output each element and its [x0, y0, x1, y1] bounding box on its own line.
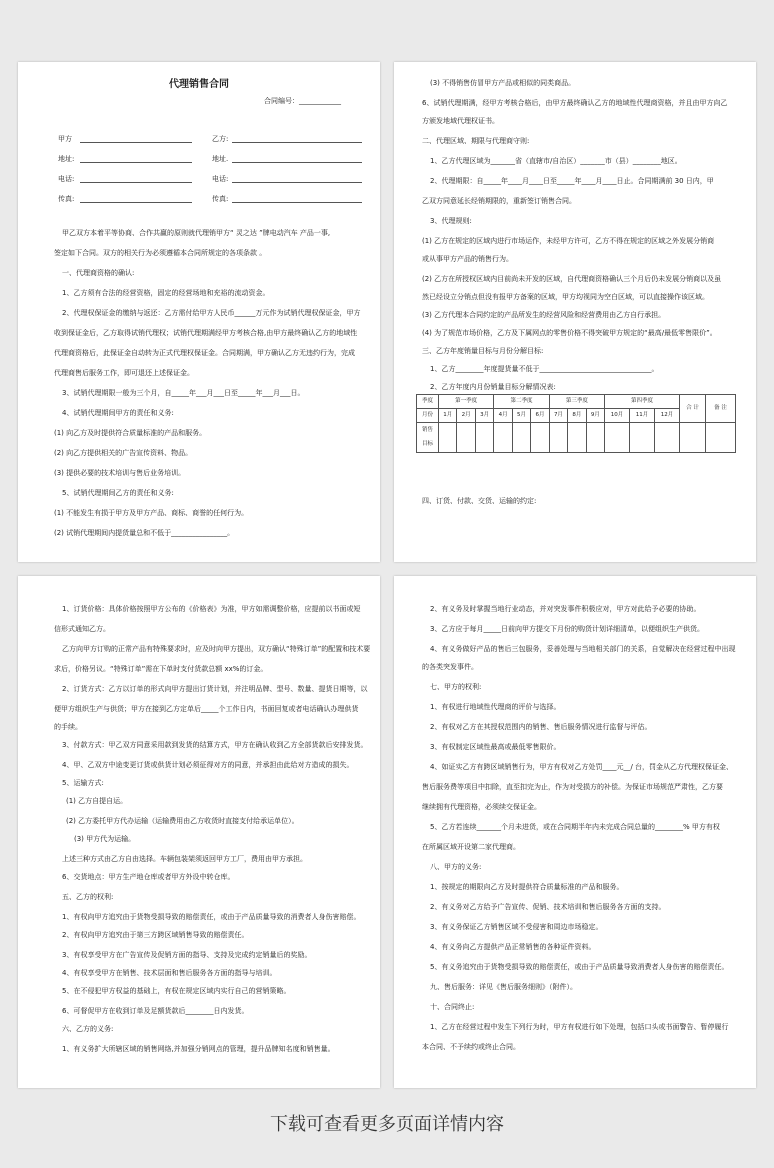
- clause-line: 1、按规定的期限向乙方及时提供符合质量标准的产品和服务。: [430, 883, 624, 891]
- clause-line: 2、订货方式：乙方以订单的形式向甲方提出订货计划，并注明品牌、型号、数量、提货日期等，以: [62, 685, 368, 693]
- clause-line: 4、甲、乙双方中途变更订货或供货计划必须征得对方的同意，并承担由此给对方造成的损失。: [62, 761, 354, 769]
- target-cell[interactable]: [512, 423, 530, 453]
- contract-page-3: [18, 576, 380, 1088]
- total-header: 合 计: [680, 395, 706, 423]
- month-cell: 8月: [568, 409, 586, 423]
- clause-line: 5、运输方式:: [62, 779, 104, 787]
- month-cell: 6月: [531, 409, 549, 423]
- clause-line: (3) 乙方代理本合同约定的产品所发生的经营风险和经营费用由乙方自行承担。: [422, 311, 666, 319]
- clause-line: 2、乙方年度内月份销量目标分解情况表:: [430, 383, 556, 391]
- clause-line: 售后服务费等项目中扣除，直至扣完为止，作为对受损方的补偿。为保证市场规范严肃性，乙方要: [422, 783, 723, 791]
- clause-line: 信形式通知乙方。: [54, 625, 110, 633]
- clause-line: 5、有义务追究由于货物受损导致的赔偿责任，或由于产品质量导致消费者人身伤害的赔偿责任。: [430, 963, 729, 971]
- clause-line: 3、乙方应于每月_____日前向甲方提交下月份的购货计划详细清单，以便组织生产供货。: [430, 625, 704, 633]
- contract-number: 合同编号：____________: [264, 97, 341, 105]
- month-cell: 10月: [605, 409, 630, 423]
- target-cell[interactable]: [568, 423, 586, 453]
- clause-line: (1) 不能发生有损于甲方及甲方产品、商标、商誉的任何行为。: [54, 509, 249, 517]
- target-cell[interactable]: [586, 423, 604, 453]
- phone-a-field[interactable]: [80, 174, 192, 183]
- clause-line: 5、试销代理期间乙方的责任和义务:: [62, 489, 174, 497]
- clause-line: 6、交货地点：甲方生产地仓库或者甲方外设中转仓库。: [62, 873, 235, 881]
- section-heading: 一、代理商资格的确认:: [62, 269, 135, 277]
- contract-page-2: [394, 62, 756, 562]
- phone-row: [58, 174, 360, 184]
- section-heading: 六、乙方的义务:: [62, 1025, 114, 1033]
- quarter-header: 季度: [417, 395, 439, 409]
- clause-line: 2、有义务对乙方给予广告宣传、促销、技术培训和售后服务各方面的支持。: [430, 903, 666, 911]
- target-cell[interactable]: [654, 423, 679, 453]
- contract-page-4: [394, 576, 756, 1088]
- address-b-label: 地址.: [212, 155, 229, 163]
- target-cell[interactable]: [630, 423, 655, 453]
- month-header: 月份: [417, 409, 439, 423]
- target-label-2: 目标: [421, 441, 433, 447]
- target-label-1: 销售: [421, 427, 433, 433]
- clause-line: 4、有义务向乙方提供产品正常销售的各种证件资料。: [430, 943, 596, 951]
- section-heading: 二、代理区域、期限与代理商守则:: [422, 137, 530, 145]
- clause-line: 3、有权制定区域性最高或最低零售限价。: [430, 743, 561, 751]
- section-heading: 三、乙方年度销量目标与月份分解目标:: [422, 347, 544, 355]
- clause-line: 1、乙方在经营过程中发生下列行为时，甲方有权进行如下处理，包括口头或书面警告、暂停履行: [430, 1023, 729, 1031]
- target-cell[interactable]: [531, 423, 549, 453]
- clause-line: 3、代理规则:: [430, 217, 472, 225]
- clause-line: (1) 乙方在规定的区域内进行市场运作，未经甲方许可，乙方不得在规定的区域之外发展分销商: [422, 237, 715, 245]
- month-cell: 2月: [457, 409, 475, 423]
- clause-line: 在所属区域开设第二家代理商。: [422, 843, 520, 851]
- party-a-label: 甲方: [58, 135, 72, 143]
- clause-line: 4、有义务做好产品的售后三包服务，妥善处理与当地相关部门的关系，自觉解决在经营过程中出现: [430, 645, 736, 653]
- remark-cell[interactable]: [706, 423, 736, 453]
- clause-line: (2) 乙方委托甲方代办运输（运输费用由乙方收货时直接支付给承运单位）。: [66, 817, 299, 825]
- phone-b-field[interactable]: [232, 174, 362, 183]
- clause-line: 的手续。: [54, 723, 82, 731]
- monthly-target-table: [416, 394, 736, 453]
- month-cell: 9月: [586, 409, 604, 423]
- clause-line: (3) 甲方代为运输。: [74, 835, 136, 843]
- clause-line: 签定如下合同。双方的相关行为必须遵循本合同所规定的各项条款 。: [54, 249, 267, 257]
- clause-line: 代理商资格后，此保证金自动转为正式代理权保证金。合同期满，甲方确认乙方无违约行为，完成: [54, 349, 355, 357]
- quarter-1-header: 第一季度: [439, 395, 494, 409]
- clause-line: 4、有权享受甲方在销售、技术层面和售后服务各方面的指导与培训。: [62, 969, 277, 977]
- section-heading: 十、合同终止:: [430, 1003, 475, 1011]
- address-a-label: 地址:: [58, 155, 75, 163]
- clause-line: 3、试销代理期限一般为三个月，自_____年___月___日至_____年___月___日。: [62, 389, 305, 397]
- clause-line: 便甲方组织生产与供货；甲方在接到乙方定单后_____个工作日内，书面回复或者电话确认办理供货: [54, 705, 359, 713]
- fax-a-label: 传真:: [58, 195, 75, 203]
- clause-line: 1、有义务扩大所辖区域的销售网络,并加强分销网点的管理，提升品牌知名度和销售量。: [62, 1045, 335, 1053]
- month-cell: 3月: [475, 409, 493, 423]
- target-cell[interactable]: [439, 423, 457, 453]
- target-cell[interactable]: [457, 423, 475, 453]
- clause-line: 3、付款方式：甲乙双方同意采用款到发货的结算方式，甲方在确认收到乙方全部货款后安排发货。: [62, 741, 368, 749]
- party-b-field[interactable]: [232, 134, 362, 143]
- clause-line: 九、售后服务：详见《售后服务细则》（附件）。: [430, 983, 577, 991]
- clause-line: 2、有义务及时掌握当地行业动态，并对突发事件积极应对，甲方对此给予必要的协助。: [430, 605, 701, 613]
- clause-line: 代理商售后服务工作，即可退还上述保证金。: [54, 369, 194, 377]
- clause-line: 1、乙方________年度提货量不低于________________________________。: [430, 365, 659, 373]
- clause-line: 求后，价格另议。“特殊订单”需在下单时支付货款总额 xx%的订金。: [54, 665, 268, 673]
- fax-b-label: 传真:: [212, 195, 229, 203]
- section-heading: 八、甲方的义务:: [430, 863, 482, 871]
- clause-line: 5、在不侵犯甲方权益的基础上，有权在规定区域内实行自己的营销策略。: [62, 987, 291, 995]
- clause-line: 1、乙方代理区域为_______省（直辖市/自治区）_______市（县）________地区。: [430, 157, 682, 165]
- address-a-field[interactable]: [80, 154, 192, 163]
- clause-line: 方颁发地域代理权证书。: [422, 117, 499, 125]
- total-cell[interactable]: [680, 423, 706, 453]
- clause-line: 2、有权对乙方在其授权范围内的销售、售后服务情况进行监督与评估。: [430, 723, 652, 731]
- clause-line: (1) 乙方自提自运。: [66, 797, 128, 805]
- target-cell[interactable]: [475, 423, 493, 453]
- clause-line: 6、可督促甲方在收到订单及足额货款后________日内发货。: [62, 1007, 249, 1015]
- download-more-link[interactable]: 下载可查看更多页面详情内容: [270, 1114, 504, 1135]
- fax-a-field[interactable]: [80, 194, 192, 203]
- party-row: [58, 134, 360, 144]
- clause-line: 5、乙方若连续_______个月未进货，或在合同期半年内未完成合同总量的________% 甲方有权: [430, 823, 720, 831]
- clause-line: 继续拥有代理资格，必须续交保证金。: [422, 803, 541, 811]
- contract-page-1: [18, 62, 380, 562]
- clause-line: (3) 不得销售仿冒甲方产品或相似的同类商品。: [430, 79, 576, 87]
- section-heading: 四、订货、付款、交货、运输的约定:: [422, 497, 537, 505]
- quarter-4-header: 第四季度: [605, 395, 680, 409]
- party-a-field[interactable]: [80, 134, 192, 143]
- quarter-3-header: 第三季度: [549, 395, 604, 409]
- clause-line: 4、如证实乙方有跨区域销售行为，甲方有权对乙方处罚____元__/ 台，罚金从乙方代理权保证金、: [430, 763, 734, 771]
- clause-line: 1、有权进行地域性代理商的评价与选择。: [430, 703, 561, 711]
- month-cell: 7月: [549, 409, 567, 423]
- phone-a-label: 电话:: [58, 175, 75, 183]
- clause-line: 乙方向甲方订购的正常产品有特殊要求时，应及时向甲方提出，双方确认“特殊订单”的配置和技术要: [62, 645, 371, 653]
- clause-line: 1、订货价格：具体价格按照甲方公布的《价格表》为准，甲方如需调整价格，应提前以书面或短: [62, 605, 361, 613]
- clause-line: 3、有义务保证乙方销售区域不受侵害和周边市场稳定。: [430, 923, 603, 931]
- clause-line: 4、试销代理期间甲方的责任和义务:: [62, 409, 174, 417]
- fax-row: [58, 194, 360, 204]
- clause-line: (4) 为了规范市场价格，乙方及下属网点的零售价格不得突破甲方规定的“最高/最低零售限价”。: [422, 329, 717, 337]
- clause-line: (2) 乙方在所授权区域内目前尚未开发的区域，自代理商资格确认三个月后仍未发展分销商以及虽: [422, 275, 722, 283]
- remark-header: 备 注: [706, 395, 736, 423]
- address-row: [58, 154, 360, 164]
- fax-b-field[interactable]: [232, 194, 362, 203]
- clause-line: 的各类突发事件。: [422, 663, 478, 671]
- clause-line: 2、有权向甲方追究由于第三方跨区域销售导致的赔偿责任。: [62, 931, 249, 939]
- target-cell[interactable]: [605, 423, 630, 453]
- month-cell: 11月: [630, 409, 655, 423]
- clause-line: (1) 向乙方及时提供符合质量标准的产品和服务。: [54, 429, 207, 437]
- clause-line: 1、乙方须有合法的经营资格，固定的经营场地和充裕的流动资金。: [62, 289, 270, 297]
- month-cell: 5月: [512, 409, 530, 423]
- clause-line: 2、代理期限：自_____年____月____日至_____年____月____日止。合同期满前 30 日内，甲: [430, 177, 714, 185]
- clause-line: 6、试销代理期满，经甲方考核合格后，由甲方最终确认乙方的地域性代理商资格，并且由甲方向乙: [422, 99, 728, 107]
- target-label: [417, 423, 439, 453]
- party-b-label: 乙方:: [212, 135, 229, 143]
- clause-line: 3、有权享受甲方在广告宣传及促销方面的指导、支持及完成约定销量后的奖励。: [62, 951, 312, 959]
- clause-line: 1、有权向甲方追究由于货物受损导致的赔偿责任，或由于产品质量导致的消费者人身伤害赔偿。: [62, 913, 361, 921]
- clause-line: 收到保证金后，乙方取得试销代理权；试销代理期满经甲方考核合格,由甲方最终确认乙方的地域性: [54, 329, 358, 337]
- clause-line: 乙双方同意延长经销期限的，重新签订销售合同。: [422, 197, 576, 205]
- phone-b-label: 电话:: [212, 175, 229, 183]
- target-cell[interactable]: [549, 423, 567, 453]
- quarter-2-header: 第二季度: [494, 395, 549, 409]
- clause-line: 甲乙双方本着平等协商、合作共赢的原则就代理销甲方“ 灵之达 ”牌电动汽车 产品一事,: [62, 229, 331, 237]
- clause-line: 上述三种方式由乙方自由选择。车辆包装架须返回甲方工厂，费用由甲方承担。: [62, 855, 307, 863]
- target-cell[interactable]: [494, 423, 512, 453]
- clause-line: 然已经设立分销点但没有报甲方备案的区域，甲方均视同为空白区域，可以直接操作该区域。: [422, 293, 709, 301]
- month-cell: 12月: [654, 409, 679, 423]
- clause-line: (3) 提供必要的技术培训与售后业务培训。: [54, 469, 186, 477]
- clause-line: 或从事甲方产品的销售行为。: [422, 255, 513, 263]
- clause-line: 本合同、不予续约或终止合同。: [422, 1043, 520, 1051]
- clause-line: (2) 试销代理期间内提货量总和不低于________________。: [54, 529, 235, 537]
- month-cell: 4月: [494, 409, 512, 423]
- clause-line: (2) 向乙方提供相关的广告宣传资料、物品。: [54, 449, 193, 457]
- contract-title: 代理销售合同: [169, 79, 229, 90]
- section-heading: 五、乙方的权利:: [62, 893, 114, 901]
- section-heading: 七、甲方的权利:: [430, 683, 482, 691]
- address-b-field[interactable]: [232, 154, 362, 163]
- month-cell: 1月: [439, 409, 457, 423]
- clause-line: 2、代理权保证金的缴纳与返还：乙方需付给甲方人民币______万元作为试销代理权保证金，甲方: [62, 309, 361, 317]
